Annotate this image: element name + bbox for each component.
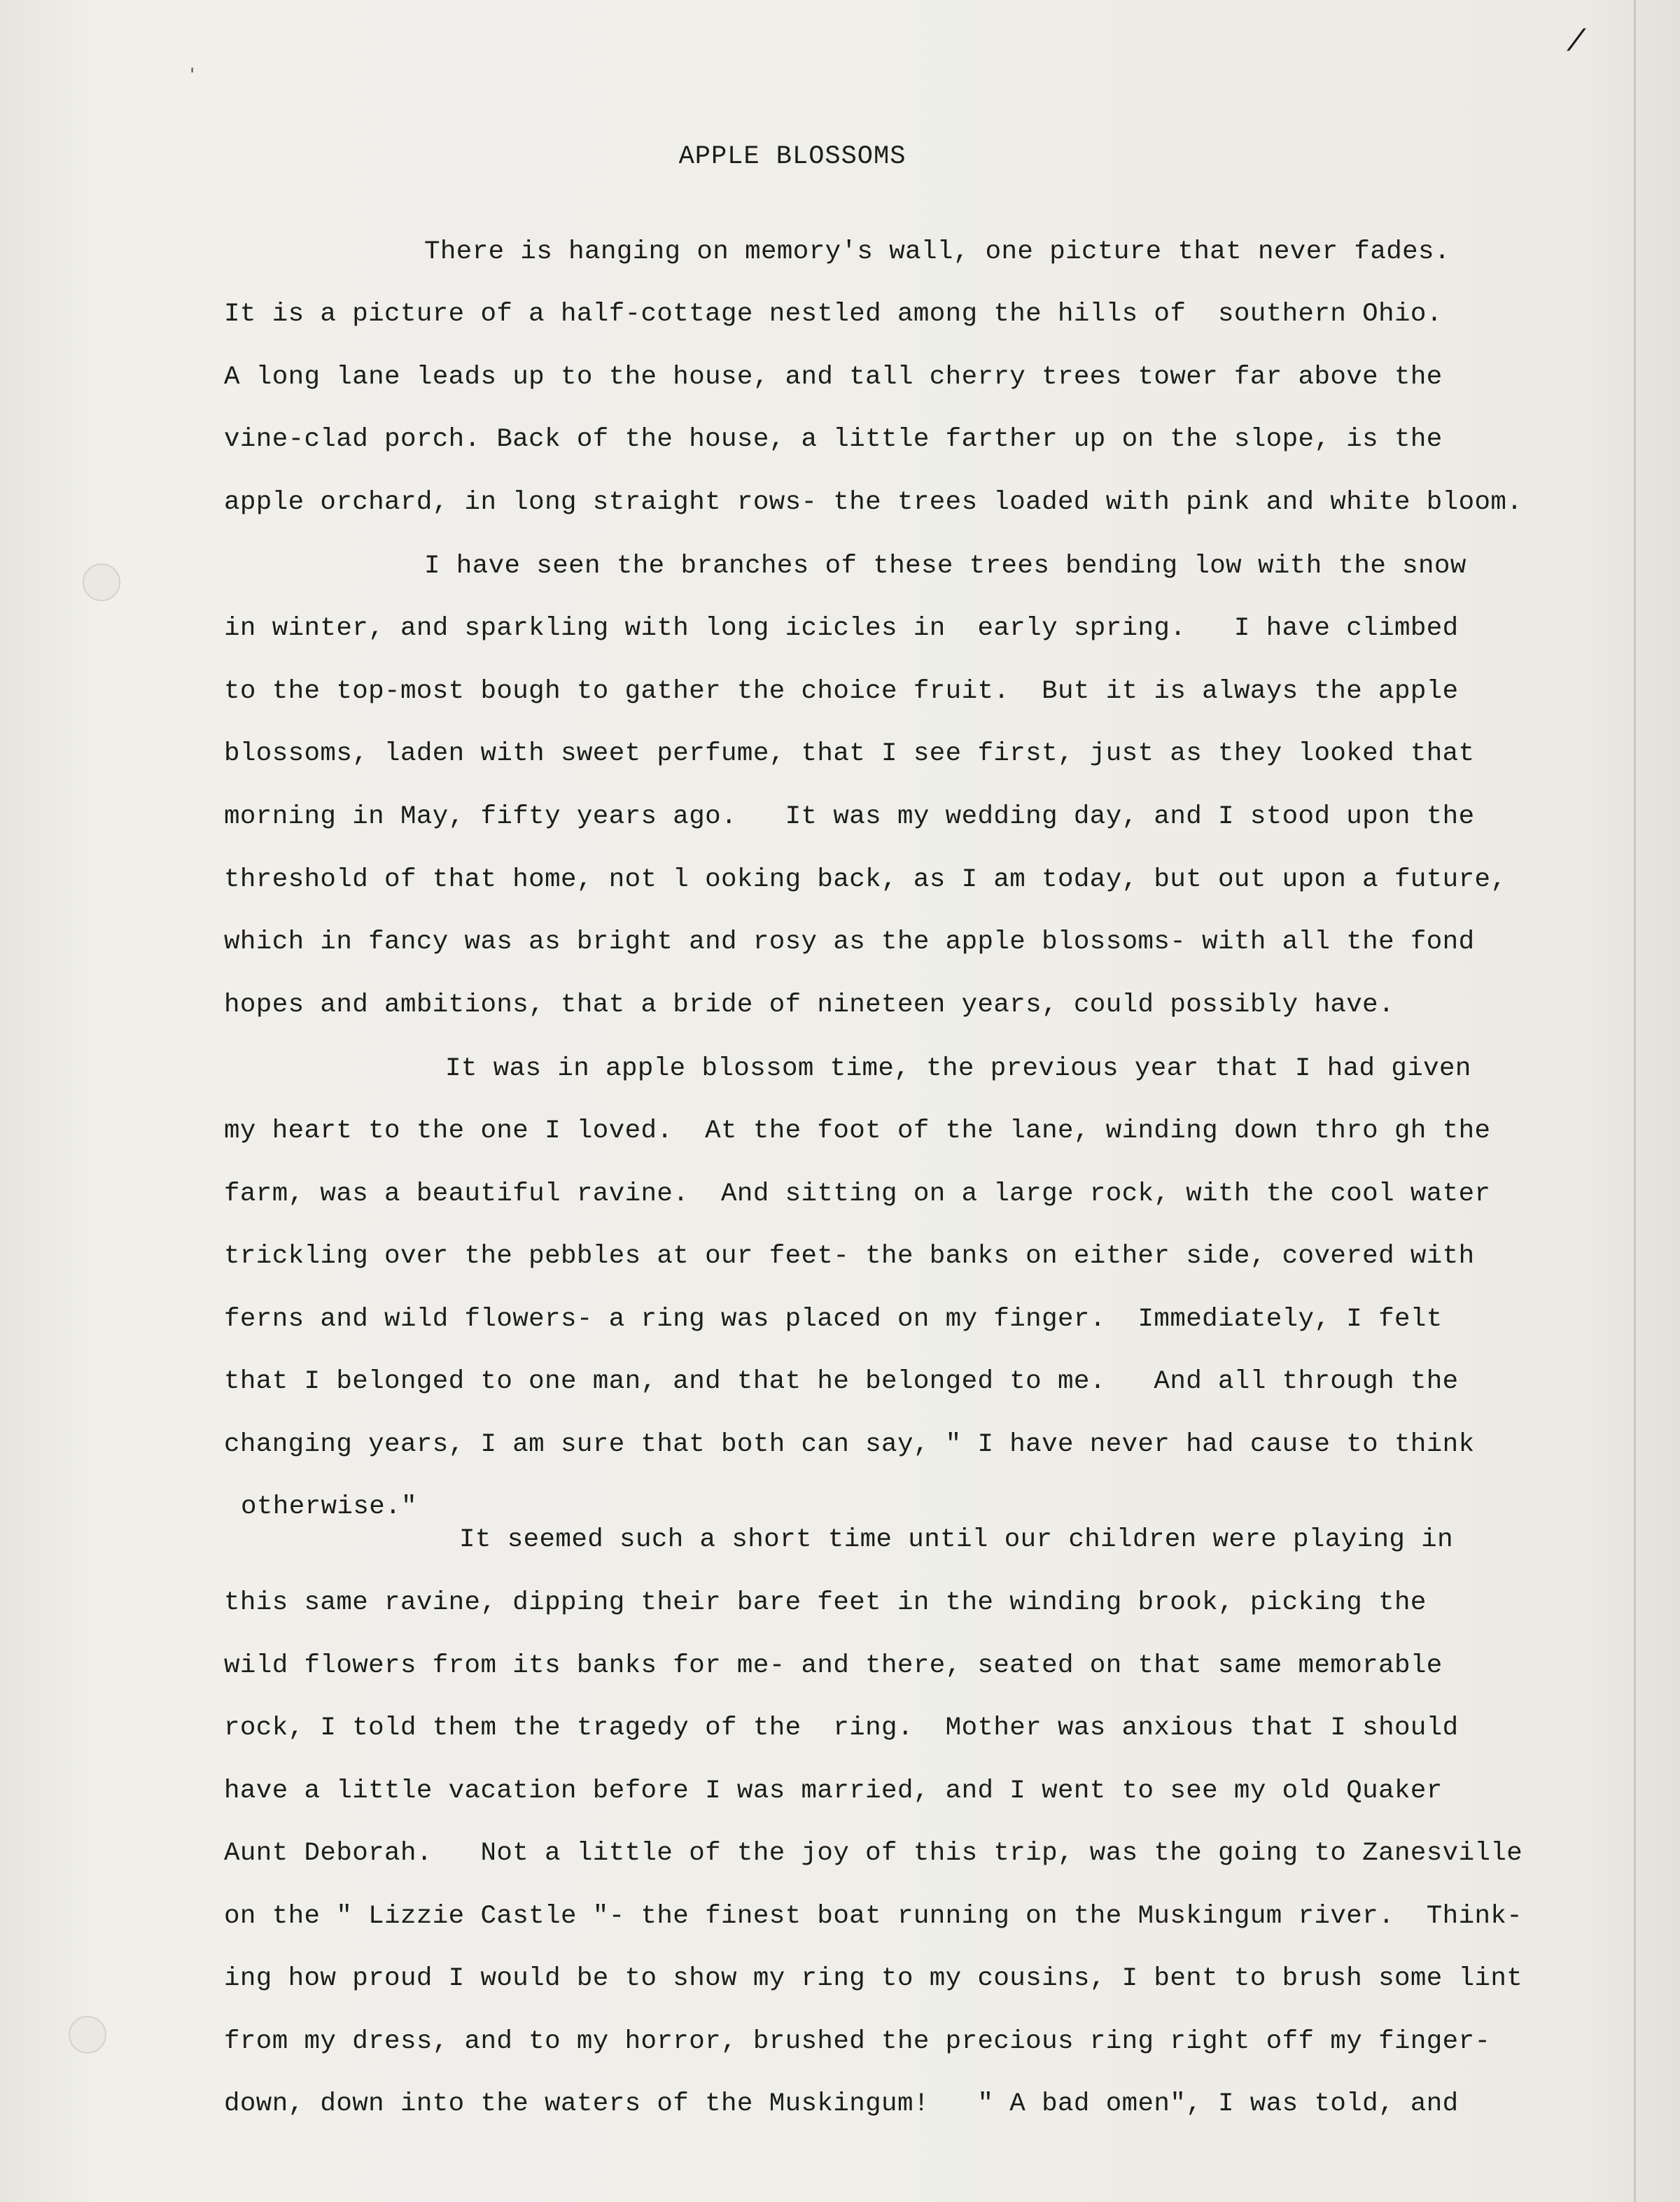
text-line: down, down into the waters of the Muskingum! " A bad omen", I was told, and: [224, 2089, 1459, 2119]
text-line: rock, I told them the tragedy of the ring. Mother was anxious that I should: [224, 1713, 1459, 1743]
text-line: changing years, I am sure that both can say, " I have never had cause to think: [224, 1430, 1475, 1459]
margin-mark: ˈ: [183, 64, 202, 98]
text-line: trickling over the pebbles at our feet- the banks on either side, covered with: [224, 1242, 1475, 1271]
document-title: APPLE BLOSSOMS: [678, 142, 906, 171]
page-edge-shadow: [1634, 0, 1636, 2202]
text-line: to the top-most bough to gather the choice fruit. But it is always the apple: [224, 677, 1459, 706]
text-line: I have seen the branches of these trees bending low with the snow: [424, 552, 1466, 581]
text-line: on the " Lizzie Castle "- the finest boat running on the Muskingum river. Think-: [224, 1902, 1523, 1931]
text-line: It seemed such a short time until our children were playing in: [459, 1525, 1454, 1555]
text-line: that I belonged to one man, and that he belonged to me. And all through the: [224, 1367, 1459, 1396]
text-line: farm, was a beautiful ravine. And sitting on a large rock, with the cool water: [224, 1179, 1491, 1209]
text-line: ing how proud I would be to show my ring to my cousins, I bent to brush some lint: [224, 1964, 1523, 1993]
text-line: apple orchard, in long straight rows- the trees loaded with pink and white bloom.: [224, 488, 1523, 517]
text-line: Aunt Deborah. Not a little of the joy of this trip, was the going to Zanesville: [224, 1839, 1523, 1868]
text-line: otherwise.": [241, 1492, 417, 1522]
text-line: from my dress, and to my horror, brushed the precious ring right off my finger-: [224, 2027, 1491, 2056]
text-line: hopes and ambitions, that a bride of nineteen years, could possibly have.: [224, 990, 1394, 1020]
text-line: in winter, and sparkling with long icicles in early spring. I have climbed: [224, 614, 1459, 643]
text-line: There is hanging on memory's wall, one picture that never fades.: [424, 237, 1450, 267]
text-line: this same ravine, dipping their bare feet in the winding brook, picking the: [224, 1588, 1427, 1618]
text-line: ferns and wild flowers- a ring was placed on my finger. Immediately, I felt: [224, 1305, 1443, 1334]
punch-hole: [83, 563, 120, 601]
text-line: It was in apple blossom time, the previous year that I had given: [445, 1054, 1471, 1084]
text-line: threshold of that home, not l ooking back, as I am today, but out upon a future,: [224, 865, 1507, 895]
punch-hole: [69, 2016, 106, 2054]
text-line: have a little vacation before I was married, and I went to see my old Quaker: [224, 1776, 1443, 1806]
text-line: which in fancy was as bright and rosy as the apple blossoms- with all the fond: [224, 927, 1475, 957]
text-line: blossoms, laden with sweet perfume, that I see first, just as they looked that: [224, 739, 1475, 769]
text-line: vine-clad porch. Back of the house, a little farther up on the slope, is the: [224, 425, 1443, 454]
text-line: A long lane leads up to the house, and tall cherry trees tower far above the: [224, 363, 1443, 392]
text-line: wild flowers from its banks for me- and there, seated on that same memorable: [224, 1651, 1443, 1681]
text-line: It is a picture of a half-cottage nestled among the hills of southern Ohio.: [224, 300, 1443, 329]
text-line: morning in May, fifty years ago. It was my wedding day, and I stood upon the: [224, 802, 1475, 832]
text-line: my heart to the one I loved. At the foot of the lane, winding down thro gh the: [224, 1116, 1491, 1146]
page-number: /: [1567, 25, 1586, 60]
